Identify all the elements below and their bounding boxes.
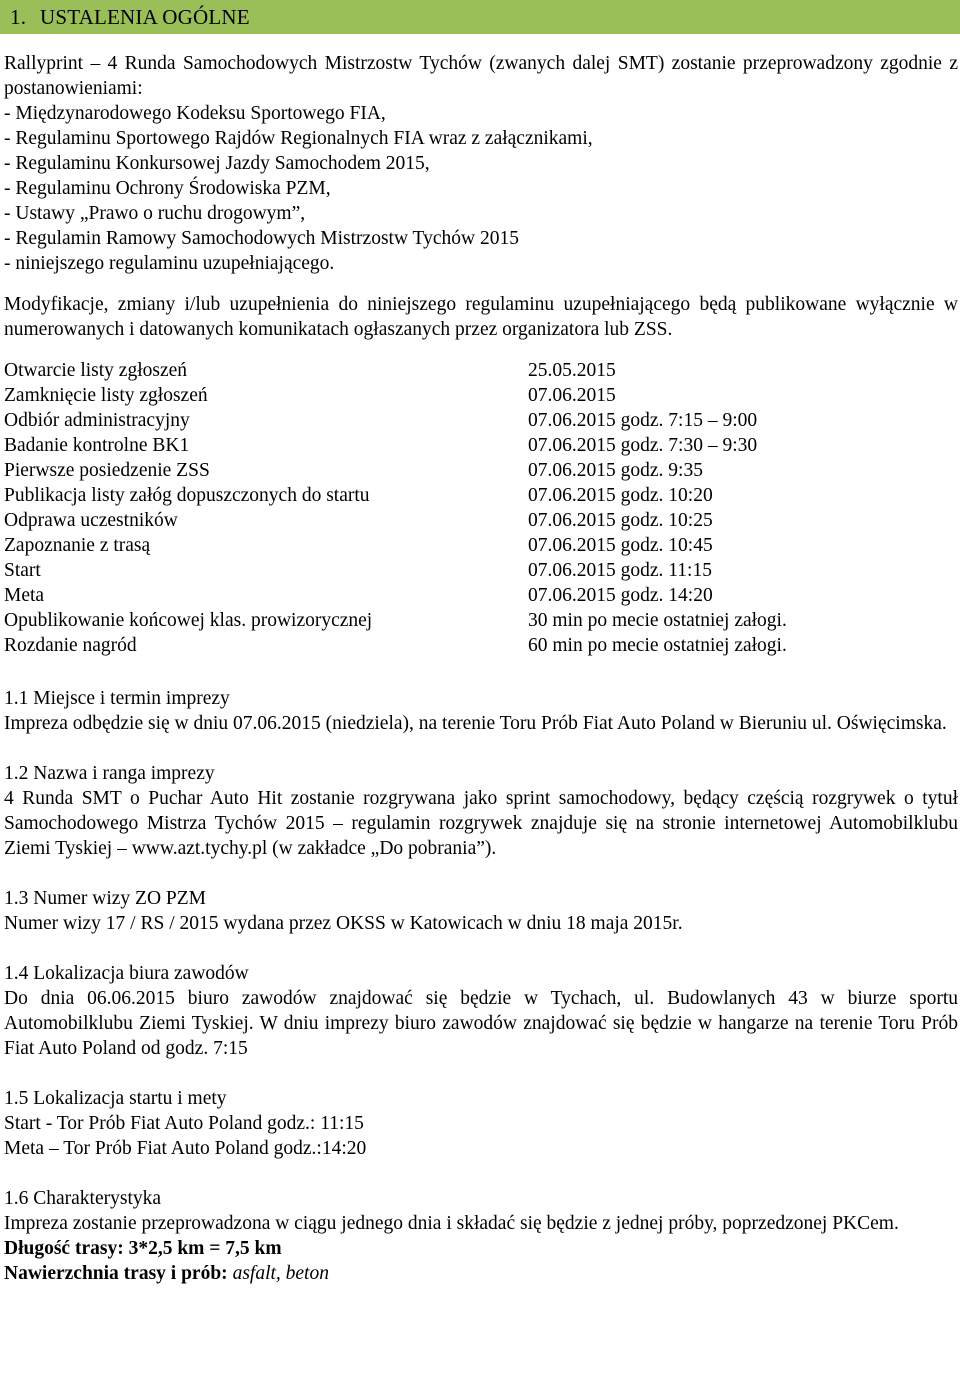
schedule-label: Otwarcie listy zgłoszeń [4, 360, 188, 381]
schedule-row [4, 508, 958, 533]
regulation-item: - Regulaminu Konkursowej Jazdy Samochodem 2015, [4, 153, 430, 174]
schedule-row [4, 408, 958, 433]
regulation-item: - Regulaminu Sportowego Rajdów Regionalnych FIA wraz z załącznikami, [4, 128, 593, 149]
schedule-value: 60 min po mecie ostatniej załogi. [528, 635, 787, 656]
regulation-item: - Regulamin Ramowy Samochodowych Mistrzostw Tychów 2015 [4, 228, 519, 249]
schedule-label: Zamknięcie listy zgłoszeń [4, 385, 208, 406]
schedule-row [4, 483, 958, 508]
section-title: 1.2 Nazwa i ranga imprezy [4, 763, 215, 784]
track-surface [4, 1261, 958, 1286]
section-title: 1.6 Charakterystyka [4, 1188, 162, 1209]
schedule-value: 07.06.2015 godz. 7:30 – 9:30 [528, 435, 758, 456]
section-text: Do dnia 06.06.2015 biuro zawodów znajdować się będzie w Tychach, ul. Budowlanych 43 w biurze sportu Automobilklubu Ziemi Tyskiej. W dniu imprezy biuro zawodów znajdować się będzie w hangarze na terenie Toru Prób Fiat Auto Poland od godz. 7:15 [4, 988, 958, 1059]
schedule-row [4, 358, 958, 383]
schedule-value: 07.06.2015 godz. 10:20 [528, 485, 713, 506]
schedule-row [4, 608, 958, 633]
section-1-2 [4, 761, 958, 861]
section-text: Start - Tor Prób Fiat Auto Poland godz.: 11:15 [4, 1113, 364, 1134]
modifications-paragraph: Modyfikacje, zmiany i/lub uzupełnienia do niniejszego regulaminu uzupełniającego będą publikowane wyłącznie w numerowanych i datowanych komunikatach ogłaszanych przez organizatora lub ZSS. [4, 294, 958, 340]
section-text: Impreza zostanie przeprowadzona w ciągu jednego dnia i składać się będzie z jednej próby, poprzedzonej PKCem. [4, 1213, 899, 1234]
schedule-label: Opublikowanie końcowej klas. prowizorycznej [4, 610, 373, 631]
section-text: Meta – Tor Prób Fiat Auto Poland godz.:14:20 [4, 1138, 367, 1159]
section-heading [0, 0, 960, 34]
schedule-row [4, 583, 958, 608]
schedule-value: 07.06.2015 godz. 10:45 [528, 535, 713, 556]
schedule-row [4, 458, 958, 483]
schedule-row [4, 383, 958, 408]
schedule-row [4, 433, 958, 458]
regulation-item: - Regulaminu Ochrony Środowiska PZM, [4, 178, 331, 199]
schedule-label: Badanie kontrolne BK1 [4, 435, 190, 456]
schedule-label: Odprawa uczestników [4, 510, 178, 531]
surface-label: Nawierzchnia trasy i prób: [4, 1263, 233, 1284]
section-text: 4 Runda SMT o Puchar Auto Hit zostanie rozgrywana jako sprint samochodowy, będący częścią rozgrywek o tytuł Samochodowego Mistrza Tychów 2015 – regulamin rozgrywek znajduje się na stronie internetowej Automobilklubu Ziemi Tyskiej – www.azt.tychy.pl (w zakładce „Do pobrania”). [4, 788, 958, 859]
section-1-1 [4, 686, 958, 736]
intro-lead: Rallyprint – 4 Runda Samochodowych Mistrzostw Tychów (zwanych dalej SMT) zostanie przeprowadzony zgodnie z postanowieniami: [4, 53, 958, 99]
schedule-value: 07.06.2015 godz. 11:15 [528, 560, 712, 581]
regulation-item: - Międzynarodowego Kodeksu Sportowego FIA, [4, 103, 386, 124]
schedule-row [4, 533, 958, 558]
schedule-label: Publikacja listy załóg dopuszczonych do startu [4, 485, 370, 506]
section-text: Impreza odbędzie się w dniu 07.06.2015 (niedziela), na terenie Toru Prób Fiat Auto Poland w Bieruniu ul. Oświęcimska. [4, 713, 947, 734]
regulation-list [4, 101, 958, 276]
section-text: Numer wizy 17 / RS / 2015 wydana przez OKSS w Katowicach w dniu 18 maja 2015r. [4, 913, 683, 934]
section-title: 1.4 Lokalizacja biura zawodów [4, 963, 249, 984]
schedule-label: Odbiór administracyjny [4, 410, 190, 431]
heading-title: USTALENIA OGÓLNE [40, 4, 250, 29]
schedule-table [4, 358, 958, 658]
schedule-label: Meta [4, 585, 45, 606]
section-title: 1.1 Miejsce i termin imprezy [4, 688, 230, 709]
heading-number: 1. [10, 4, 27, 29]
regulation-item: - Ustawy „Prawo o ruchu drogowym”, [4, 203, 306, 224]
document-page [4, 0, 958, 1286]
section-1-6 [4, 1186, 958, 1286]
section-1-5 [4, 1086, 958, 1161]
schedule-value: 07.06.2015 godz. 9:35 [528, 460, 703, 481]
schedule-label: Start [4, 560, 41, 581]
section-title: 1.3 Numer wizy ZO PZM [4, 888, 207, 909]
schedule-value: 07.06.2015 godz. 7:15 – 9:00 [528, 410, 758, 431]
schedule-row [4, 558, 958, 583]
schedule-value: 07.06.2015 [528, 385, 616, 406]
regulation-item: - niniejszego regulaminu uzupełniającego. [4, 253, 335, 274]
schedule-label: Pierwsze posiedzenie ZSS [4, 460, 210, 481]
schedule-row [4, 633, 958, 658]
schedule-value: 25.05.2015 [528, 360, 616, 381]
schedule-label: Rozdanie nagród [4, 635, 137, 656]
schedule-value: 07.06.2015 godz. 10:25 [528, 510, 713, 531]
schedule-value: 07.06.2015 godz. 14:20 [528, 585, 713, 606]
surface-value: asfalt, beton [232, 1263, 329, 1284]
section-title: 1.5 Lokalizacja startu i mety [4, 1088, 227, 1109]
schedule-value: 30 min po mecie ostatniej załogi. [528, 610, 787, 631]
section-1-4 [4, 961, 958, 1061]
schedule-label: Zapoznanie z trasą [4, 535, 151, 556]
section-1-3 [4, 886, 958, 936]
track-length: Długość trasy: 3*2,5 km = 7,5 km [4, 1238, 282, 1259]
